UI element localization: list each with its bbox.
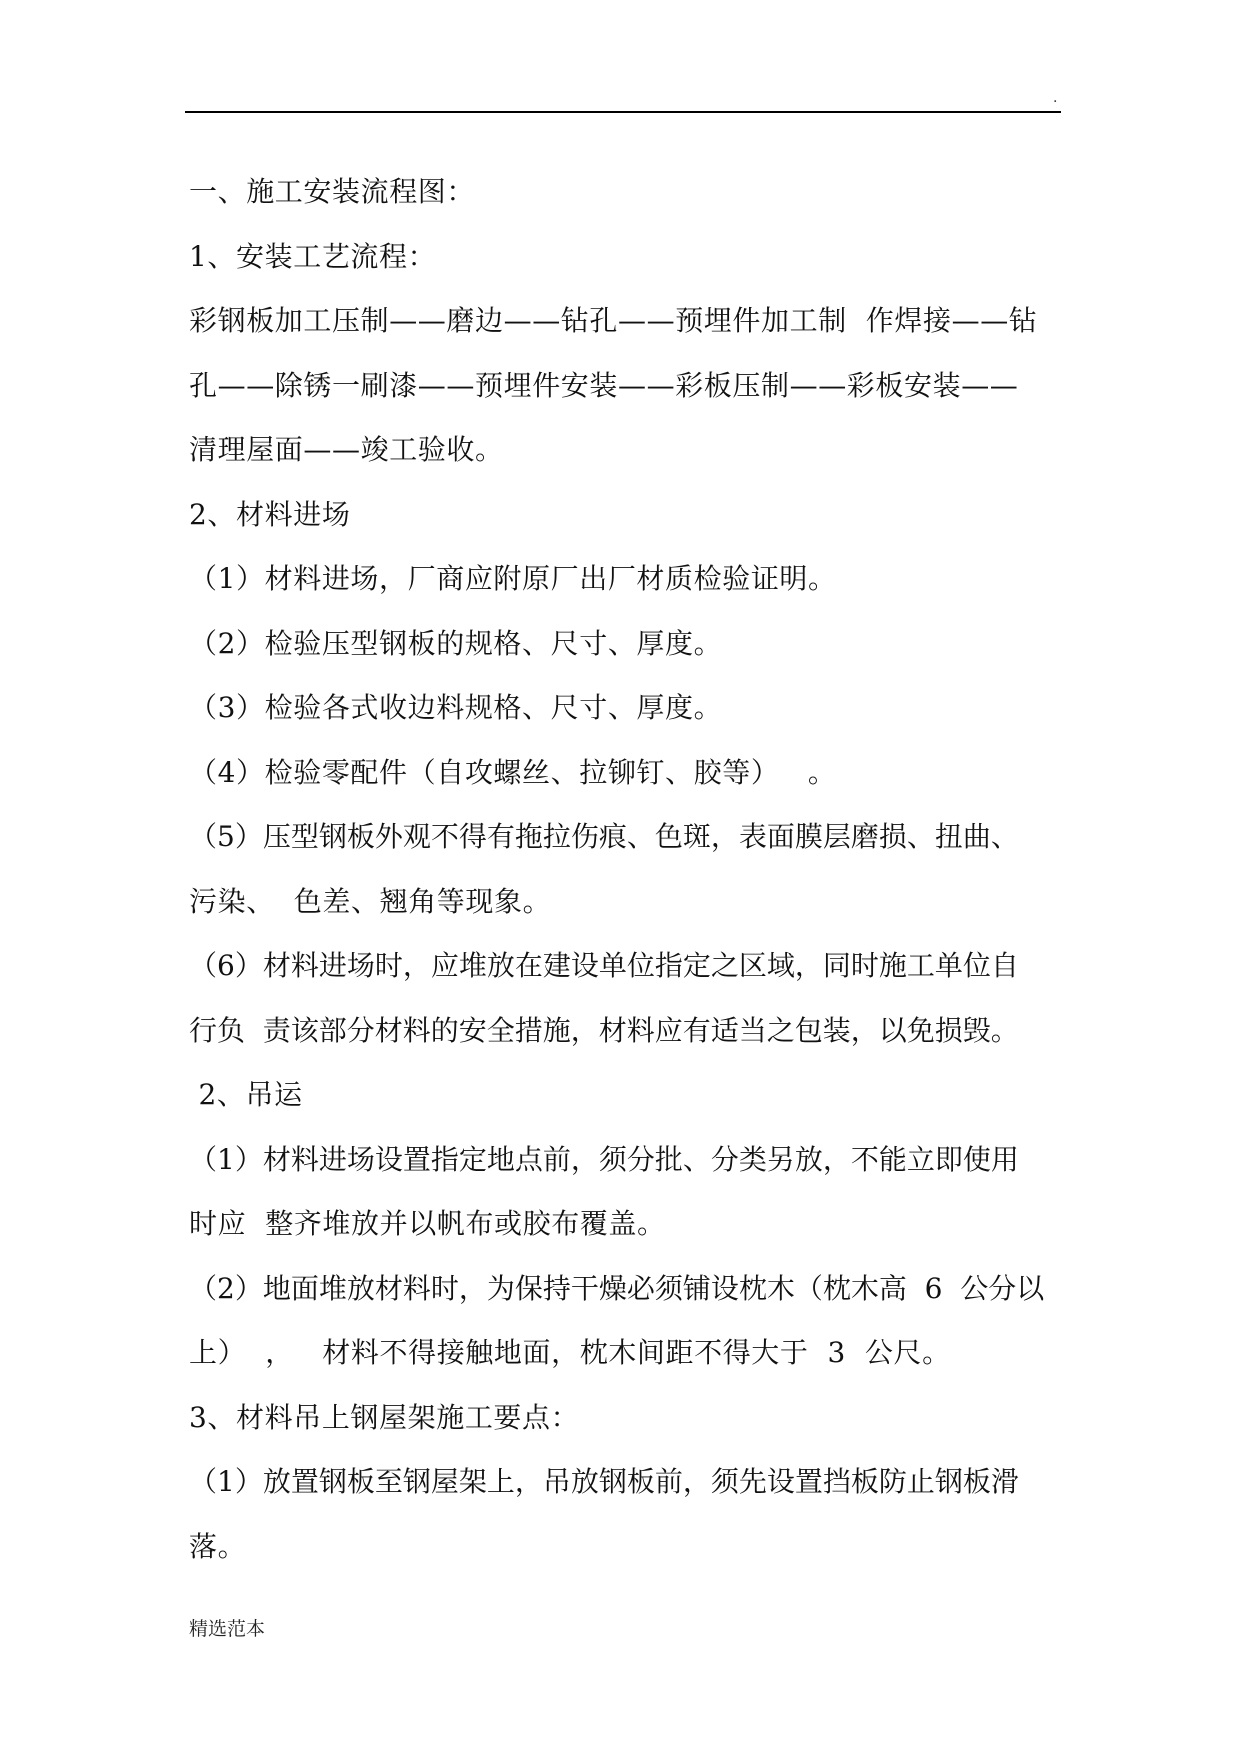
section-heading: 一、施工安装流程图： [189, 175, 476, 208]
paragraph-line: 清理屋面——竣工验收。 [189, 433, 504, 466]
list-item: （6）材料进场时，应堆放在建设单位指定之区域，同时施工单位自 [189, 949, 1019, 982]
list-item-continuation: 行负 责该部分材料的安全措施，材料应有适当之包装，以免损毁。 [189, 1013, 1019, 1047]
paragraph-line: 孔——除锈一刷漆——预埋件安装——彩板压制——彩板安装—— [189, 368, 1019, 402]
header-mark: . [1053, 90, 1058, 106]
list-item-continuation: 时应 整齐堆放并以帆布或胶布覆盖。 [189, 1207, 666, 1240]
list-item: （3）检验各式收边料规格、尺寸、厚度。 [189, 691, 723, 724]
list-item: （2）地面堆放材料时，为保持干燥必须铺设枕木（枕木高 6 公分以 [189, 1271, 1045, 1305]
paragraph-line: 彩钢板加工压制——磨边——钻孔——预埋件加工制 作焊接——钻 [189, 304, 1038, 337]
list-item: （5）压型钢板外观不得有拖拉伤痕、色斑，表面膜层磨损、扭曲、 [189, 820, 1019, 853]
list-item-continuation: 上） ， 材料不得接触地面，枕木间距不得大于 3 公尺。 [189, 1336, 951, 1369]
list-item: （1）放置钢板至钢屋架上，吊放钢板前，须先设置挡板防止钢板滑 [189, 1465, 1019, 1498]
document-body [189, 160, 1069, 1579]
list-item: （2）检验压型钢板的规格、尺寸、厚度。 [189, 626, 723, 660]
subsection-heading: 2、吊运 [189, 1078, 303, 1111]
subsection-heading: 2、材料进场 [189, 497, 351, 531]
list-item-continuation: 落。 [189, 1529, 247, 1563]
list-item: （1）材料进场设置指定地点前，须分批、分类另放，不能立即使用 [189, 1142, 1019, 1176]
list-item: （1）材料进场，厂商应附原厂出厂材质检验证明。 [189, 562, 837, 595]
list-item: （4）检验零配件（自攻螺丝、拉铆钉、胶等） 。 [189, 755, 837, 789]
list-item-continuation: 污染、 色差、翘角等现象。 [189, 884, 552, 918]
header-rule [185, 111, 1061, 113]
subsection-heading: 1、安装工艺流程： [189, 239, 437, 273]
footer-label: 精选范本 [189, 1618, 266, 1640]
subsection-heading: 3、材料吊上钢屋架施工要点： [189, 1400, 580, 1434]
